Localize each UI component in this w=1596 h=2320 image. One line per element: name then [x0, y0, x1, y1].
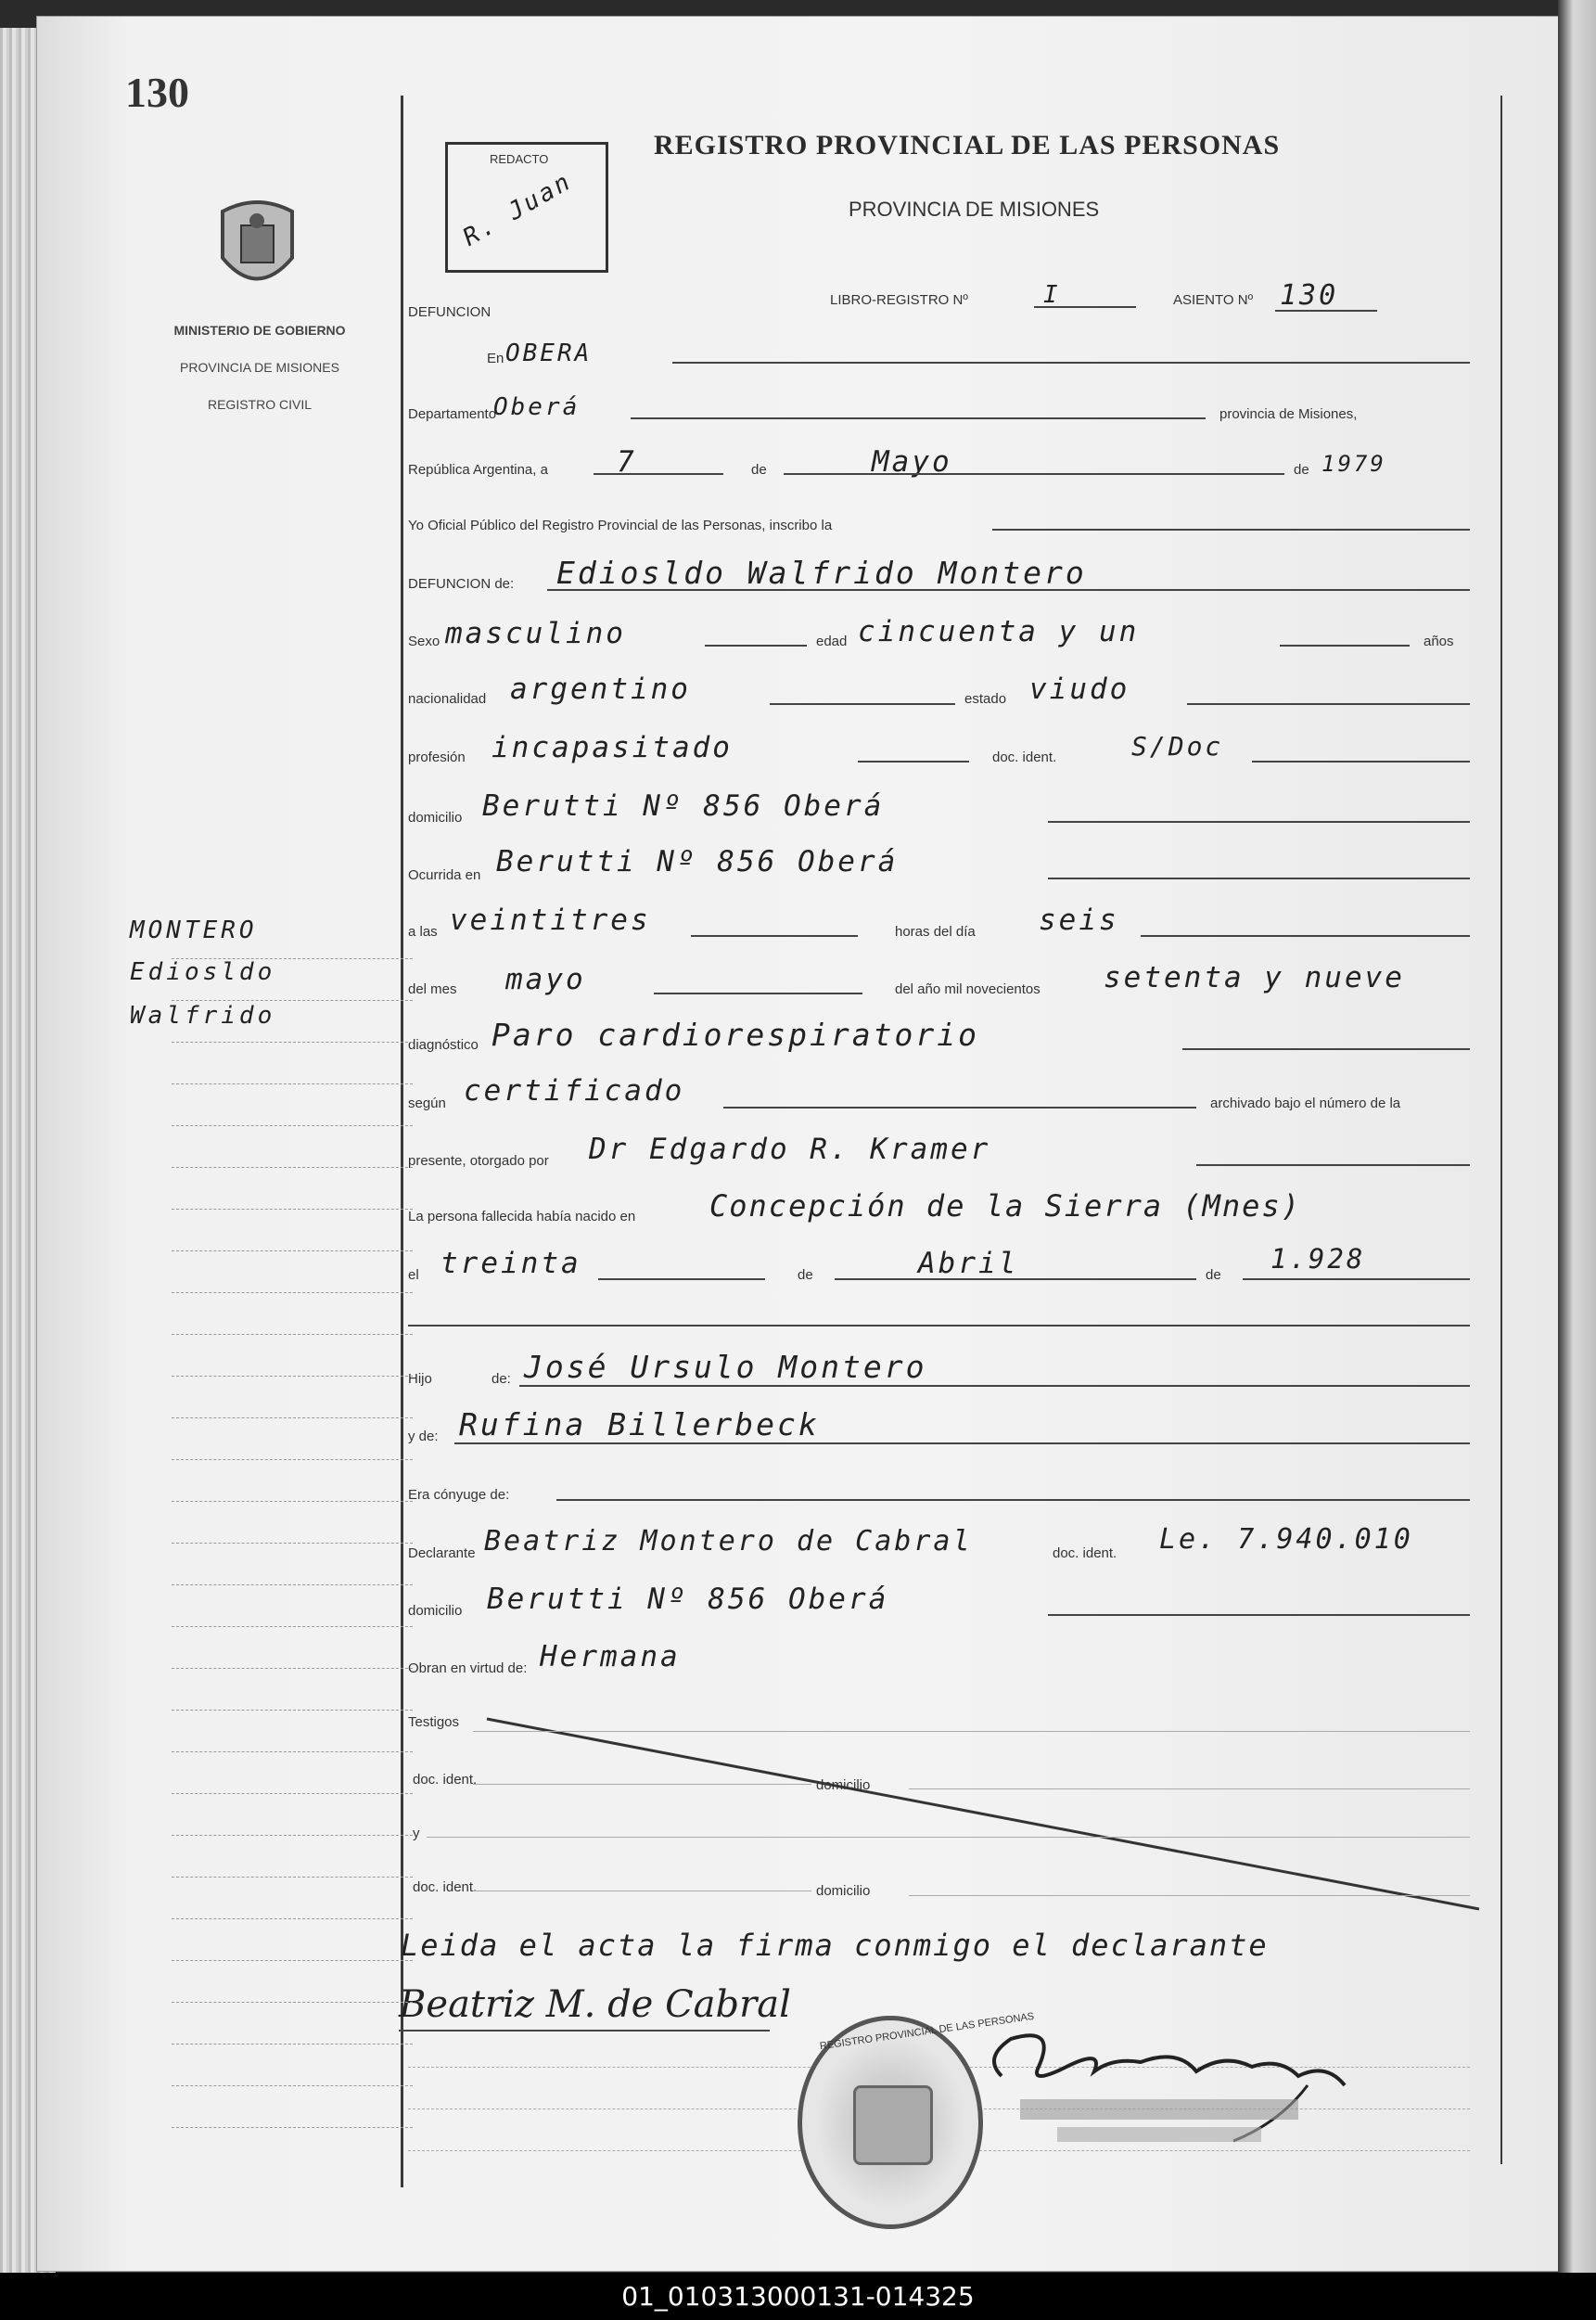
- horas-label: horas del día: [895, 924, 976, 940]
- asiento-label: ASIENTO Nº: [1173, 292, 1254, 308]
- en-label: En: [487, 351, 504, 366]
- ocurrida-value: Berutti Nº 856 Oberá: [496, 845, 899, 878]
- coat-of-arms-icon: [213, 193, 301, 300]
- ministry-line2: PROVINCIA DE MISIONES: [180, 360, 339, 375]
- nacido-value: Concepción de la Sierra (Mnes): [709, 1188, 1301, 1224]
- estado-label: estado: [964, 691, 1007, 707]
- register-page: [37, 17, 1558, 2271]
- libro-value: I: [1043, 281, 1061, 309]
- nacionalidad-value: argentino: [510, 673, 691, 706]
- nacionalidad-label: nacionalidad: [408, 691, 487, 707]
- ministry-line1: MINISTERIO DE GOBIERNO: [173, 323, 346, 338]
- yde-label: y de:: [408, 1429, 439, 1444]
- profesion-label: profesión: [408, 750, 466, 765]
- ministry-line3: REGISTRO CIVIL: [207, 397, 313, 412]
- registry-title: REGISTRO PROVINCIAL DE LAS PERSONAS: [654, 130, 1281, 160]
- margin-given-name: Ediosldo: [130, 958, 276, 986]
- declarante-label: Declarante: [408, 1545, 476, 1561]
- en-value: OBERA: [505, 340, 593, 367]
- defuncion-value: Ediosldo Walfrido Montero: [556, 555, 1087, 591]
- stamp-initials: R. Juan: [458, 167, 578, 252]
- year-value: 1979: [1321, 451, 1386, 477]
- departamento-label: Departamento: [408, 406, 497, 422]
- edad-label: edad: [816, 634, 848, 649]
- presente-label: presente, otorgado por: [408, 1153, 549, 1169]
- day-value: 7: [617, 445, 637, 479]
- alas-value: veintitres: [450, 904, 651, 937]
- declarante-signature: Beatriz M. de Cabral: [399, 1983, 791, 2026]
- nac-mes-value: Abril: [918, 1247, 1019, 1280]
- departamento-value: Oberá: [493, 393, 581, 421]
- edad-value: cincuenta y un: [858, 615, 1140, 648]
- declarante-value: Beatriz Montero de Cabral: [484, 1525, 973, 1557]
- profesion-value: incapasitado: [492, 731, 733, 764]
- sexo-label: Sexo: [408, 634, 440, 649]
- year-label: de: [1294, 462, 1309, 478]
- el-value: treinta: [440, 1247, 581, 1280]
- ocurrida-label: Ocurrida en: [408, 867, 481, 883]
- asiento-value: 130: [1280, 279, 1339, 312]
- padre-value: José Ursulo Montero: [524, 1349, 927, 1385]
- dom3-label: domicilio: [816, 1777, 871, 1793]
- page-edge: [1558, 0, 1596, 2273]
- dom2-label: domicilio: [408, 1603, 463, 1619]
- oficial-text: Yo Oficial Público del Registro Provincial de las Personas, inscribo la: [408, 518, 833, 533]
- seal-text: REGISTRO PROVINCIAL DE LAS PERSONAS: [819, 2010, 1035, 2053]
- anos-label: años: [1424, 634, 1454, 649]
- registry-subtitle: PROVINCIA DE MISIONES: [849, 198, 1100, 221]
- vertical-rule: [401, 96, 403, 2187]
- testigos-label: Testigos: [408, 1714, 460, 1730]
- hijo-de-label: de:: [492, 1371, 511, 1387]
- anio-value: setenta y nueve: [1104, 961, 1405, 994]
- stamp-label: REDACTO: [490, 152, 549, 166]
- nac-anio-value: 1.928: [1270, 1243, 1366, 1275]
- nacido-label: La persona fallecida había nacido en: [408, 1209, 636, 1224]
- diagnostico-value: Paro cardiorespiratorio: [492, 1017, 979, 1053]
- de3-label: de: [1206, 1267, 1221, 1283]
- obran-label: Obran en virtud de:: [408, 1660, 528, 1676]
- segun-value: certificado: [464, 1074, 685, 1108]
- official-signature-icon: [974, 2020, 1363, 2160]
- provincia-suffix: provincia de Misiones,: [1219, 406, 1358, 422]
- closing-statement: Leida el acta la firma conmigo el declarante: [401, 1928, 1269, 1963]
- domicilio-value: Berutti Nº 856 Oberá: [482, 789, 885, 823]
- cancel-stroke: [482, 1714, 1484, 1918]
- margin-middle-name: Walfrido: [130, 1002, 276, 1030]
- doc1-label: doc. ident.: [413, 1772, 478, 1788]
- alas-label: a las: [408, 924, 438, 940]
- mes-value: mayo: [505, 963, 586, 996]
- de2-label: de: [798, 1267, 813, 1283]
- doc-label: doc. ident.: [992, 750, 1057, 765]
- declarante-doc-label: doc. ident.: [1053, 1545, 1117, 1561]
- diagnostico-label: diagnóstico: [408, 1037, 479, 1053]
- dom4-label: domicilio: [816, 1883, 871, 1899]
- delmes-label: del mes: [408, 981, 457, 997]
- sexo-value: masculino: [445, 617, 626, 650]
- estado-value: viudo: [1029, 673, 1130, 706]
- hijo-label: Hijo: [408, 1371, 432, 1387]
- presente-value: Dr Edgardo R. Kramer: [589, 1133, 991, 1166]
- right-rule: [1500, 96, 1502, 2164]
- anio-label: del año mil novecientos: [895, 981, 1041, 997]
- margin-surname: MONTERO: [130, 916, 258, 944]
- official-seal-icon: [798, 2010, 1035, 2229]
- madre-value: Rufina Billerbeck: [459, 1406, 820, 1442]
- declarante-doc-value: Le. 7.940.010: [1159, 1523, 1413, 1556]
- file-caption: 01_010313000131-014325: [0, 2273, 1596, 2320]
- libro-label: LIBRO-REGISTRO Nº: [830, 292, 968, 308]
- archivado-label: archivado bajo el número de la: [1210, 1096, 1401, 1111]
- republica-label: República Argentina, a: [408, 462, 548, 478]
- dia-value: seis: [1039, 904, 1119, 937]
- redacto-stamp: [445, 142, 608, 273]
- doc-value: S/Doc: [1131, 731, 1224, 762]
- dom2-value: Berutti Nº 856 Oberá: [487, 1583, 889, 1616]
- de-label: de: [751, 462, 767, 478]
- doc2-label: doc. ident.: [413, 1879, 478, 1895]
- obran-value: Hermana: [540, 1640, 681, 1673]
- segun-label: según: [408, 1096, 446, 1111]
- month-value: Mayo: [872, 445, 952, 479]
- y-label: y: [413, 1826, 420, 1841]
- conyuge-label: Era cónyuge de:: [408, 1487, 510, 1503]
- act-type-label: DEFUNCION: [408, 304, 492, 320]
- domicilio-label: domicilio: [408, 810, 463, 826]
- page-number: 130: [125, 69, 189, 116]
- el-label: el: [408, 1267, 419, 1283]
- defuncion-label: DEFUNCION de:: [408, 576, 515, 592]
